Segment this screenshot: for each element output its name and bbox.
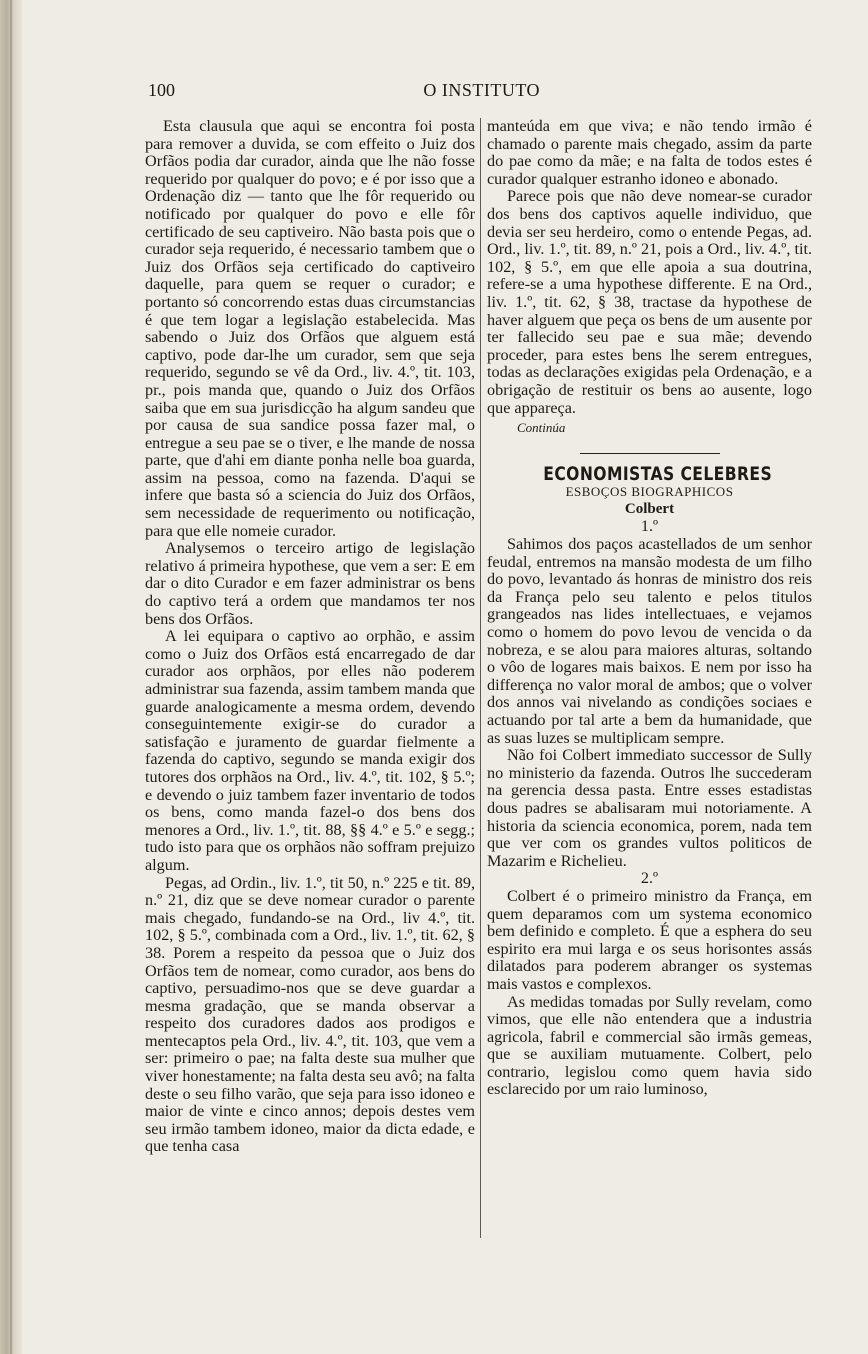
paragraph: As medidas tomadas por Sully revelam, como vimos, que elle não entendera que a industria agricola, fabril e commercial são irmãs gemeas, que se auxiliam mutuamente. Colbert, pelo contrario, legislou como quem havia sido esclarecido por um raio luminoso, <box>487 992 812 1099</box>
paragraph: Sahimos dos paços acastellados de um senhor feudal, entremos na mansão modesta de um filho do povo, levantado ás honras de ministro dos reis da França pelo seu talento e pelos titulos grangeados nas lides intellectuaes, e vejamos como o homem do povo levou de vencida o da nobreza, e se alou para maiores alturas, soltando o vôo de logares mais baixos. E nem por isso ha differença no valor moral de ambos; que o volver dos annos vai nivelando as condições sociaes e actuando por tal arte a bem da humanidade, que as suas luzes se multiplicam sempre. <box>487 535 812 747</box>
page-number: 100 <box>148 80 175 100</box>
paragraph: Parece pois que não deve nomear-se curador dos bens dos captivos aquelle individuo, que devia ser seu herdeiro, como o entende Pegas, ad. Ord., liv. 1.º, tit. 89, n.º 21, pois a Ord., liv. 4.º, tit. 102, § 5.º, em que elle apoia a sua doutrina, refere-se a uma hypothese differente. E na Ord., liv. 1.º, tit. 62, § 38, tractase da hypothese de haver alguem que peça os bens de um ausente por ter fallecido seu pae e sua mãe; devendo proceder, para estes bens lhe serem entregues, todas as declarações exigidas pela Ordenação, e a obrigação de restituir os bens ao ausente, logo que appareça. <box>487 187 812 417</box>
paragraph: Pegas, ad Ordin., liv. 1.º, tit 50, n.º 225 e tit. 89, n.º 21, diz que se deve nomear curador o parente mais chegado, fundando-se na Ord., liv 4.º, tit. 102, § 5.º, combinada com a Ord., liv. 1.º, tit. 62, § 38. Porem a respeito da pessoa que o Juiz dos Orfãos tem de nomear, como curador, aos bens do captivo, persuadimo-nos que se deve guardar a mesma gradação, que se manda observar a respeito dos curadores dados aos prodigos e mentecaptos pela Ord., liv. 4.º, tit. 103, que vem a ser: primeiro o pae; na falta deste sua mulher que viver honestamente; na falta desta seu avô; na falta deste o seu filho varão, que seja para isso idoneo e maior de vinte e cinco annos; depois destes vem seu irmão tambem idoneo, maior da dicta edade, e que tenha casa <box>145 873 475 1156</box>
paragraph: manteúda em que viva; e não tendo irmão é chamado o parente mais chegado, assim da parte do pae como da mãe; e na falta de todos estes é curador qualquer estranho idoneo e abonado. <box>487 117 812 188</box>
page-header <box>148 80 540 106</box>
person-name: Colbert <box>624 500 675 517</box>
paragraph: Colbert é o primeiro ministro da França, em quem deparamos com um systema economico bem definido e completo. É que a esphera do seu espirito era mui larga e os seus horisontes assás dilatados para poderem abranger os systemas mais vastos e complexos. <box>487 886 812 993</box>
continua-note: Continúa <box>517 420 566 436</box>
left-column <box>145 118 475 1156</box>
paragraph: Esta clausula que aqui se encontra foi posta para remover a duvida, se com effeito o Juiz dos Orfãos podia dar curador, ainda que lhe não fosse requerido por qualquer do povo; e é por isso que a Ordenação diz — tanto que lhe fôr requerido ou notificado por qualquer do povo e elle fôr certificado de seu captiveiro. Não basta pois que o curador seja requerido, é necessario tambem que o Juiz dos Orfãos seja certificado do captiveiro daquelle, para quem se requer o curador; e portanto só concorrendo estas duas circumstancias é que tem logar a legislação estabelecida. Mas sabendo o Juiz dos Orfãos que alguem está captivo, pode dar-lhe um curador, sem que seja requerido, segundo se vê da Ord., liv. 4.º, tit. 103, pr., pois manda que, quando o Juiz dos Orfãos saiba que em sua jurisdicção ha algum sandeu que por causa de sua sandice possa fazer mal, o entregue a seu pae se o tiver, e lhe mande de nossa parte, que d'ahi em diante ponha nelle boa guarda, assim na pessoa, como na fazenda. D'aqui se infere que basta só a sciencia do Juiz dos Orfãos, sem necessidade de requerimento ou notificação, para que elle nomeie curador. <box>145 117 475 540</box>
section-rule <box>580 453 720 454</box>
section-subtitle: ESBOÇOS BIOGRAPHICOS <box>565 484 734 500</box>
binding-edge <box>10 0 12 1354</box>
paragraph: Analysemos o terceiro artigo de legislação relativo á primeira hypothese, que vem a ser: E em dar o dito Curador e em fazer administrar os bens do captivo terá a ordem que mandamos ter nos bens dos Orfãos. <box>145 539 475 628</box>
journal-title: O INSTITUTO <box>423 80 540 100</box>
section-title: ECONOMISTAS CELEBRES <box>543 462 773 485</box>
column-divider <box>480 118 481 1238</box>
part-number: 1.º <box>640 517 659 536</box>
part-number: 2.º <box>640 869 659 888</box>
paragraph: A lei equipara o captivo ao orphão, e assim como o Juiz dos Orfãos está encarregado de dar curador aos orphãos, por elles não poderem administrar sua fazenda, assim tambem manda que guarde analogicamente a mesma ordem, devendo conseguintemente exigir-se do curador a satisfação e juramento de guardar fielmente a fazenda do captivo, segundo se manda exigir dos tutores dos orphãos na Ord., liv. 4.º, tit. 102, § 5.º; e devendo o juiz tambem fazer inventario de todos os bens, como manda fazel-o dos bens dos menores a Ord., liv. 1.º, tit. 88, §§ 4.º e 5.º e segg.; tudo isto para que os orphãos não soffram prejuizo algum. <box>145 627 475 874</box>
right-column <box>487 118 812 1099</box>
paragraph: Não foi Colbert immediato successor de Sully no ministerio da fazenda. Outros lhe succederam na gerencia dessa pasta. Entre esses estadistas dous padres se abalisaram mui notoriamente. A historia da sciencia economica, porem, nada tem que ver com os grandes vultos politicos de Mazarim e Richelieu. <box>487 746 812 870</box>
